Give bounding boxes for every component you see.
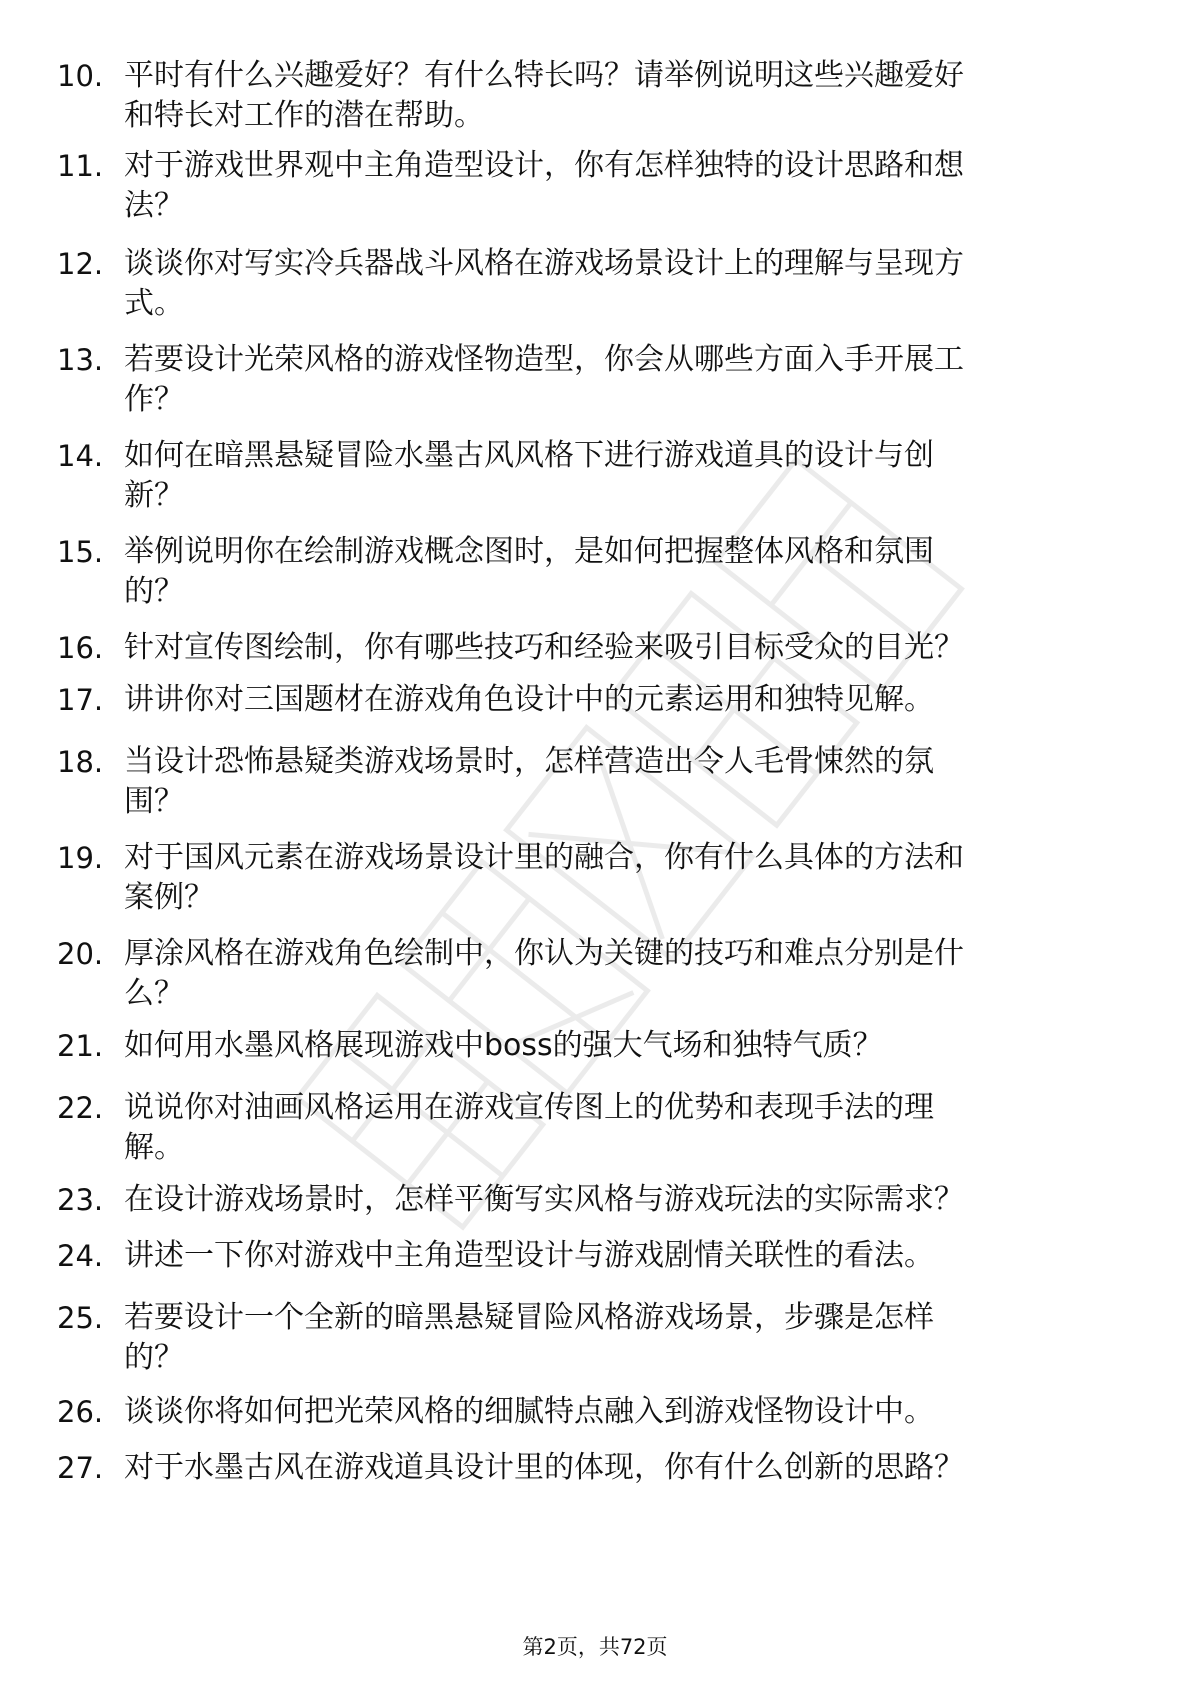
question-text: 谈谈你将如何把光荣风格的细腻特点融入到游戏怪物设计中。 xyxy=(124,1394,934,1429)
question-text: 平时有什么兴趣爱好？有什么特长吗？请举例说明这些兴趣爱好 和特长对工作的潜在帮助。 xyxy=(124,58,964,133)
question-text: 在设计游戏场景时，怎样平衡写实风格与游戏玩法的实际需求？ xyxy=(124,1182,964,1217)
question-text: 厚涂风格在游戏角色绘制中，你认为关键的技巧和难点分别是什 么？ xyxy=(124,936,964,1011)
question-number: 15. xyxy=(57,535,104,569)
question-text: 讲述一下你对游戏中主角造型设计与游戏剧情关联性的看法。 xyxy=(124,1238,934,1273)
question-number: 11. xyxy=(57,149,104,183)
question-number: 10. xyxy=(57,59,104,93)
question-number: 17. xyxy=(57,683,104,717)
question-text: 针对宣传图绘制，你有哪些技巧和经验来吸引目标受众的目光？ xyxy=(124,630,964,665)
question-number: 20. xyxy=(57,937,104,971)
question-text: 对于水墨古风在游戏道具设计里的体现，你有什么创新的思路？ xyxy=(124,1450,964,1485)
question-text: 若要设计一个全新的暗黑悬疑冒险风格游戏场景，步骤是怎样 的？ xyxy=(124,1300,934,1375)
question-number: 27. xyxy=(57,1451,104,1485)
question-text: 当设计恐怖悬疑类游戏场景时，怎样营造出令人毛骨悚然的氛 围？ xyxy=(124,744,934,819)
page-number: 第2页，共72页 xyxy=(522,1635,668,1659)
question-text: 对于国风元素在游戏场景设计里的融合，你有什么具体的方法和 案例？ xyxy=(124,840,964,915)
question-text: 举例说明你在绘制游戏概念图时，是如何把握整体风格和氛围 的？ xyxy=(124,534,934,609)
question-number: 21. xyxy=(57,1029,104,1063)
question-text: 如何在暗黑悬疑冒险水墨古风风格下进行游戏道具的设计与创 新？ xyxy=(124,438,934,513)
question-number: 24. xyxy=(57,1239,104,1273)
question-number: 18. xyxy=(57,745,104,779)
question-text: 对于游戏世界观中主角造型设计，你有怎样独特的设计思路和想 法？ xyxy=(124,148,964,223)
question-number: 14. xyxy=(57,439,104,473)
question-number: 12. xyxy=(57,247,104,281)
question-number: 16. xyxy=(57,631,104,665)
question-text: 讲讲你对三国题材在游戏角色设计中的元素运用和独特见解。 xyxy=(124,682,934,717)
question-number: 23. xyxy=(57,1183,104,1217)
question-text: 说说你对油画风格运用在游戏宣传图上的优势和表现手法的理 解。 xyxy=(124,1090,934,1165)
question-number: 13. xyxy=(57,343,104,377)
question-number: 19. xyxy=(57,841,104,875)
question-text: 谈谈你对写实冷兵器战斗风格在游戏场景设计上的理解与呈现方 式。 xyxy=(124,246,964,321)
question-number: 26. xyxy=(57,1395,104,1429)
question-text: 如何用水墨风格展现游戏中boss的强大气场和独特气质？ xyxy=(124,1028,883,1063)
question-text: 若要设计光荣风格的游戏怪物造型，你会从哪些方面入手开展工 作？ xyxy=(124,342,964,417)
question-number: 22. xyxy=(57,1091,104,1125)
question-number: 25. xyxy=(57,1301,104,1335)
